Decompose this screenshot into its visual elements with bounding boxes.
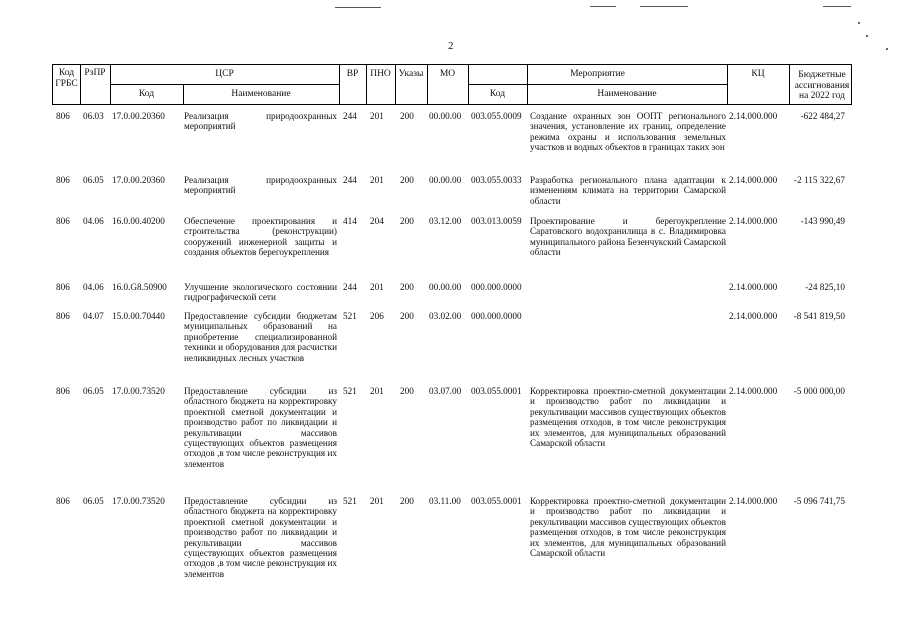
- cell-amount: -8 541 819,50: [793, 311, 845, 321]
- cell-amount: -24 825,10: [805, 282, 845, 292]
- cell-kc: 2.14.000.000: [729, 386, 778, 396]
- cell-mo: 00.00.00: [429, 282, 462, 292]
- cell-event-code: 000.000.0000: [471, 282, 522, 292]
- cell-grbs: 806: [56, 175, 70, 185]
- header-ukazy: Указы: [398, 69, 424, 79]
- scan-artifact-line: [590, 6, 616, 7]
- cell-kc: 2.14.000.000: [729, 282, 778, 292]
- cell-rzpr: 04.06: [83, 216, 104, 226]
- cell-event-name: Корректировка проектно-сметной документации и производство работ по ликвидации и рекультивации массивов существующих объектов размещения отходов, в том числе реконструкция их элементов, для муниципальных образований Самарской области: [530, 496, 726, 559]
- cell-vr: 414: [343, 216, 357, 226]
- table-row: [52, 496, 852, 600]
- cell-ukazy: 200: [400, 216, 414, 226]
- cell-pno: 201: [370, 282, 384, 292]
- cell-vr: 521: [343, 496, 357, 506]
- header-csr-kod: Код: [138, 89, 155, 99]
- header-csr: ЦСР: [215, 69, 234, 79]
- cell-csr: 17.0.00.20360: [112, 175, 165, 185]
- cell-name: Предоставление субсидии бюджетам муниципальных образований на приобретение специализированной техники и оборудования для расчистки неликвидных лесных участков: [184, 311, 337, 363]
- cell-csr: 16.0.00.40200: [112, 216, 165, 226]
- cell-csr: 16.0.G8.50900: [112, 282, 167, 292]
- scan-artifact-line: [823, 6, 851, 7]
- table-row: [52, 216, 852, 272]
- cell-rzpr: 06.05: [83, 175, 104, 185]
- header-mo: МО: [439, 69, 456, 79]
- table-row: [52, 111, 852, 167]
- header-kod-grbs: Код ГРБС: [55, 68, 78, 89]
- cell-csr: 17.0.00.73520: [112, 386, 165, 396]
- scan-artifact-dot: [886, 48, 888, 50]
- cell-ukazy: 200: [400, 111, 414, 121]
- cell-kc: 2.14.000.000: [729, 111, 778, 121]
- cell-amount: -5 000 000,00: [793, 386, 845, 396]
- cell-ukazy: 200: [400, 311, 414, 321]
- cell-event-code: 003.013.0059: [471, 216, 522, 226]
- cell-kc: 2.14.000.000: [729, 311, 778, 321]
- header-vr: ВР: [346, 69, 359, 79]
- cell-pno: 201: [370, 111, 384, 121]
- scan-artifact-line: [640, 6, 688, 7]
- cell-event-code: 000.000.0000: [471, 311, 522, 321]
- cell-amount: -2 115 322,67: [794, 175, 845, 185]
- cell-csr: 17.0.00.73520: [112, 496, 165, 506]
- cell-vr: 244: [343, 111, 357, 121]
- table-row: [52, 175, 852, 209]
- cell-amount: -143 990,49: [800, 216, 845, 226]
- cell-event-name: Создание охранных зон ООПТ регионального значения, установление их границ, определение режима охраны и использования земельных участков и водных объектов в границах таких зон: [530, 111, 726, 153]
- cell-rzpr: 06.05: [83, 496, 104, 506]
- header-csr-name: Наименование: [231, 89, 291, 99]
- cell-name: Предоставление субсидии из областного бюджета на корректировку проектной сметной документации и производство работ по ликвидации и рекультивации массивов существующих объектов размещения отходов ,в том числе реконструкция их элементов: [184, 496, 337, 579]
- cell-kc: 2.14.000.000: [729, 216, 778, 226]
- cell-event-code: 003.055.0009: [471, 111, 522, 121]
- cell-event-code: 003.055.0001: [471, 386, 522, 396]
- cell-event-code: 003.055.0033: [471, 175, 522, 185]
- cell-amount: -5 096 741,75: [793, 496, 845, 506]
- cell-grbs: 806: [56, 386, 70, 396]
- cell-grbs: 806: [56, 311, 70, 321]
- cell-csr: 15.0.00.70440: [112, 311, 165, 321]
- cell-csr: 17.0.00.20360: [112, 111, 165, 121]
- cell-pno: 201: [370, 386, 384, 396]
- cell-name: Реализация природоохранных мероприятий: [184, 175, 337, 196]
- table-row: [52, 311, 852, 375]
- header-rzpr: РзПР: [84, 68, 106, 78]
- cell-rzpr: 04.07: [83, 311, 104, 321]
- cell-name: Предоставление субсидии из областного бюджета на корректировку проектной сметной документации и производство работ по ликвидации и рекультивации массивов существующих объектов размещения отходов ,в том числе реконструкция их элементов: [184, 386, 337, 469]
- scan-artifact-dot: [866, 35, 868, 37]
- cell-mo: 03.12.00: [429, 216, 462, 226]
- scan-artifact-dot: [858, 22, 860, 24]
- header-event-name: Наименование: [597, 89, 657, 99]
- cell-mo: 00.00.00: [429, 175, 462, 185]
- scan-artifact-line: [335, 7, 381, 8]
- cell-rzpr: 06.03: [83, 111, 104, 121]
- cell-ukazy: 200: [400, 386, 414, 396]
- header-pno: ПНО: [370, 69, 391, 79]
- cell-grbs: 806: [56, 496, 70, 506]
- header-event-kod: Код: [489, 89, 506, 99]
- cell-ukazy: 200: [400, 496, 414, 506]
- cell-pno: 206: [370, 311, 384, 321]
- cell-mo: 03.02.00: [429, 311, 462, 321]
- cell-name: Обеспечение проектирования и строительства (реконструкции) сооружений инженерной защиты и создания объектов берегоукрепления: [184, 216, 337, 258]
- cell-event-code: 003.055.0001: [471, 496, 522, 506]
- cell-rzpr: 04.06: [83, 282, 104, 292]
- cell-event-name: Проектирование и берегоукрепление Саратовского водохранилища в с. Владимировка муниципального района Безенчукский Самарской области: [530, 216, 726, 258]
- cell-ukazy: 200: [400, 175, 414, 185]
- cell-grbs: 806: [56, 216, 70, 226]
- cell-vr: 521: [343, 386, 357, 396]
- cell-mo: 03.11.00: [429, 496, 461, 506]
- table-row: [52, 282, 852, 306]
- cell-grbs: 806: [56, 111, 70, 121]
- cell-event-name: Корректировка проектно-сметной документации и производство работ по ликвидации и рекультивации массивов существующих объектов размещения отходов, в том числе реконструкция их элементов, для муниципальных образований Самарской области: [530, 386, 726, 449]
- cell-vr: 244: [343, 175, 357, 185]
- cell-name: Улучшение экологического состоянии гидрографической сети: [184, 282, 337, 303]
- header-event: Мероприятие: [570, 69, 625, 79]
- cell-amount: -622 484,27: [800, 111, 845, 121]
- table-row: [52, 386, 852, 486]
- header-budget: Бюджетные ассигнования на 2022 год: [794, 70, 850, 101]
- table-header: [52, 64, 852, 105]
- cell-kc: 2.14.000.000: [729, 175, 778, 185]
- cell-name: Реализация природоохранных мероприятий: [184, 111, 337, 132]
- header-kc: КЦ: [751, 69, 765, 79]
- cell-pno: 204: [370, 216, 384, 226]
- cell-vr: 521: [343, 311, 357, 321]
- cell-grbs: 806: [56, 282, 70, 292]
- cell-mo: 03.07.00: [429, 386, 462, 396]
- cell-rzpr: 06.05: [83, 386, 104, 396]
- cell-mo: 00.00.00: [429, 111, 462, 121]
- cell-pno: 201: [370, 175, 384, 185]
- page-number: 2: [448, 40, 454, 52]
- cell-vr: 244: [343, 282, 357, 292]
- cell-kc: 2.14.000.000: [729, 496, 778, 506]
- cell-ukazy: 200: [400, 282, 414, 292]
- cell-event-name: Разработка регионального плана адаптации к изменениям климата на территории Самарской области: [530, 175, 726, 206]
- cell-pno: 201: [370, 496, 384, 506]
